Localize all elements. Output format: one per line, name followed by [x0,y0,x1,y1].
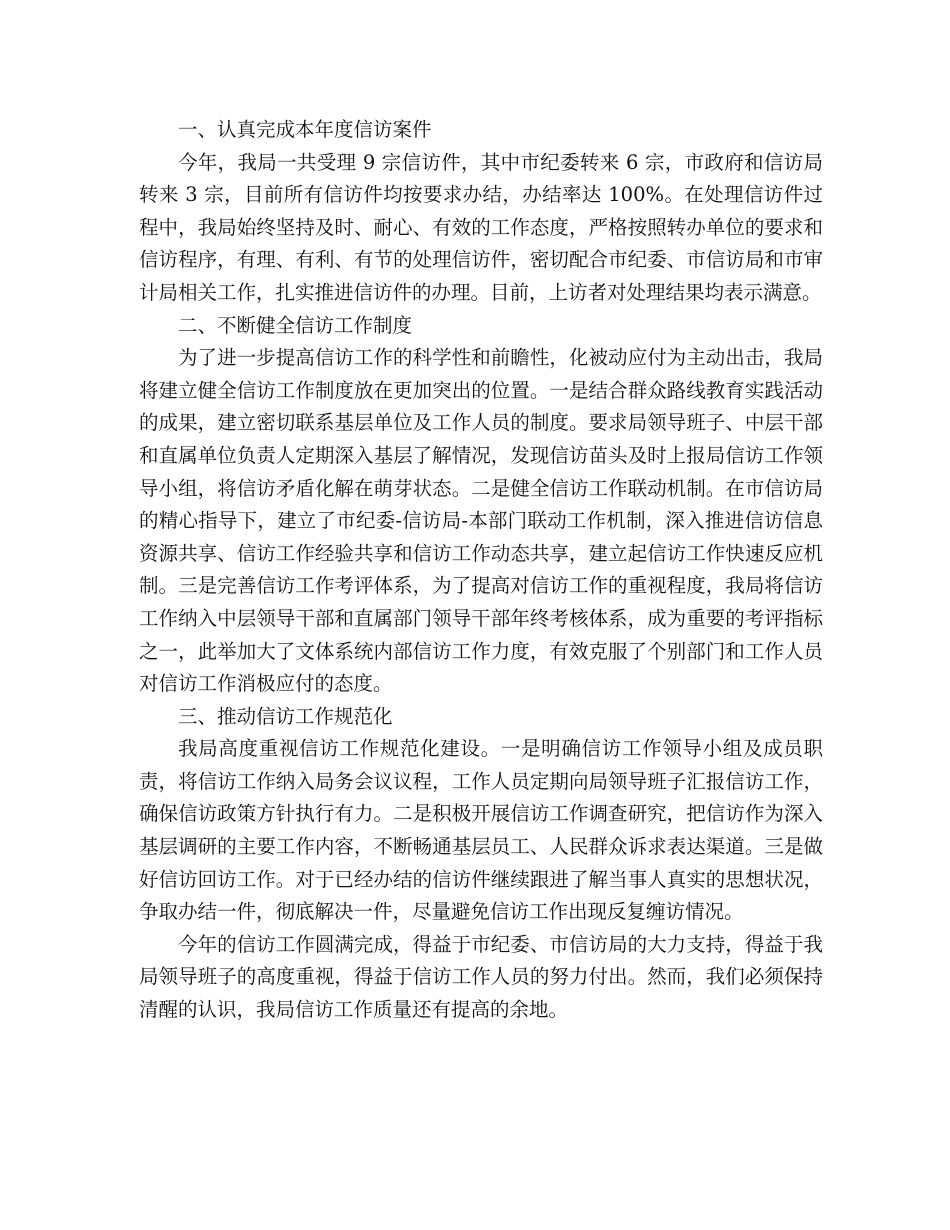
section-heading-1: 一、认真完成本年度信访案件 [178,118,432,141]
section-heading-3: 三、推动信访工作规范化 [178,704,393,728]
body-paragraph-1: 今年，我局一共受理 9 宗信访件，其中市纪委转来 6 宗，市政府和信访局转来 3 宗，目前所有信访件均按要求办结，办结率达 100%。在处理信访件过程中，我局始终坚持及时、耐心、有效的工作态度，严格按照转办单位的要求和信访程序，有理、有利、有节的处理信访件，密切配合市纪委、市信访局和市审计局相关工作，扎实推进信访件的办理。目前，上访者对处理结果均表示满意。 [139,150,823,304]
body-paragraph-2: 为了进一步提高信访工作的科学性和前瞻性，化被动应付为主动出击，我局将建立健全信访工作制度放在更加突出的位置。一是结合群众路线教育实践活动的成果，建立密切联系基层单位及工作人员的制度。要求局领导班子、中层干部和直属单位负责人定期深入基层了解情况，发现信访苗头及时上报局信访工作领导小组，将信访矛盾化解在萌芽状态。二是健全信访工作联动机制。在市信访局的精心指导下，建立了市纪委-信访局-本部门联动工作机制，深入推进信访信息资源共享、信访工作经验共享和信访工作动态共享，建立起信访工作快速反应机制。三是完善信访工作考评体系，为了提高对信访工作的重视程度，我局将信访工作纳入中层领导干部和直属部门领导干部年终考核体系，成为重要的考评指标之一，此举加大了文体系统内部信访工作力度，有效克服了个别部门和工作人员对信访工作消极应付的态度。 [139,346,823,696]
body-paragraph-4: 今年的信访工作圆满完成，得益于市纪委、市信访局的大力支持，得益于我局领导班子的高度重视，得益于信访工作人员的努力付出。然而，我们必须保持清醒的认识，我局信访工作质量还有提高的余地。 [139,932,823,1022]
body-paragraph-3: 我局高度重视信访工作规范化建设。一是明确信访工作领导小组及成员职责，将信访工作纳入局务会议议程，工作人员定期向局领导班子汇报信访工作，确保信访政策方针执行有力。二是积极开展信访工作调查研究，把信访作为深入基层调研的主要工作内容，不断畅通基层员工、人民群众诉求表达渠道。三是做好信访回访工作。对于已经办结的信访件继续跟进了解当事人真实的思想状况，争取办结一件，彻底解决一件，尽量避免信访工作出现反复缠访情况。 [139,737,823,924]
section-heading-2: 二、不断健全信访工作制度 [178,313,413,337]
document-page [139,114,823,1027]
